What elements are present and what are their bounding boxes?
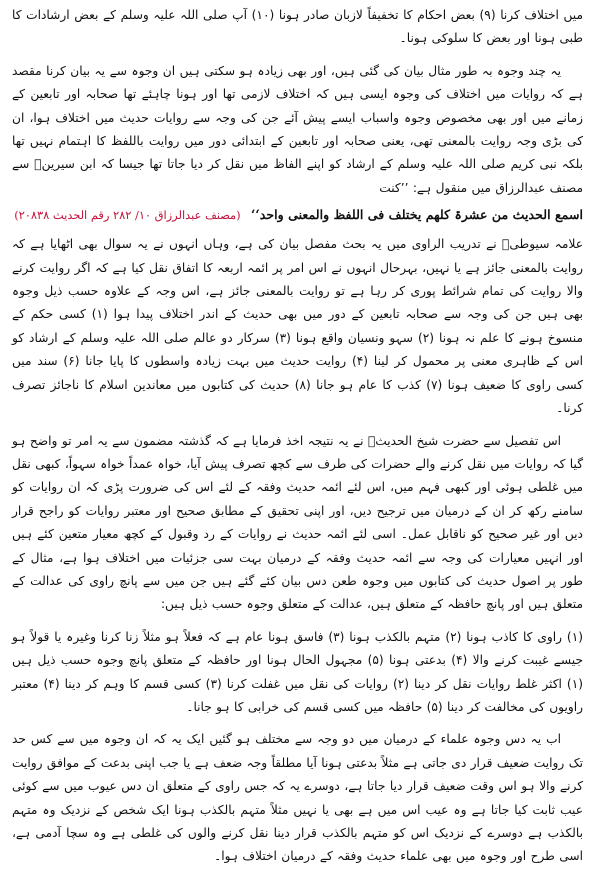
paragraph-5: (۱) راوی کا کاذب ہونا (۲) متہم بالکذب ہونا (۳) فاسق ہونا عام ہے کہ فعلاً ہو مثلاً زنا کرنا وغیرہ یا قولاً ہو جیسے غیبت کرنے والا (۴) بدعتی ہونا (۵) مجہول الحال ہونا اور حافظہ کے متعلق پانچ وجوہ حسب ذیل ہیں (۱) اکثر غلط روایات نقل کر دینا (۲) روایات کی نقل میں غفلت کرنا (۳) کسی قسم کا وہم کر دینا (۴) معتبر راویوں کی مخالفت کر دینا (۵) حافظہ میں کسی قسم کی خرابی کا ہو جانا۔ (12, 629, 583, 714)
arabic-quote-line (12, 203, 583, 227)
hadith-reference: (مصنف عبدالرزاق ۱۰/ ۲۸۲ رقم الحدیث ۲۰۸۳۸) (14, 208, 241, 223)
paragraph-6: اب یہ دس وجوہ علماء کے درمیان میں دو وجہ سے مختلف ہو گئیں ایک یہ کہ ان وجوہ میں سے کس حد تک روایت ضعیف قرار دی جاتی ہے مثلاً بدعتی ہونا آیا مطلقاً وجہ ضعف ہے یا جب اپنی بدعت کے موافق روایت کرنے والا ہو اس وقت ضعیف قرار دیا جاتا ہے، دوسرے یہ کہ جس راوی کے متعلق ان دس عیوب میں سے کوئی عیب ثابت کیا جاتا ہے وہ عیب اس میں ہے بھی یا نہیں مثلاً متہم بالکذب ہونا ایک شخص کے نزدیک وہ متہم بالکذب ہے دوسرے کے نزدیک اس کو متہم بالکذب قرار دینا نقل کرنے والوں کی غلطی ہے وہ سچا آدمی ہے، اسی طرح اور وجوہ میں بھی علماء حدیث وفقہ کے درمیان اختلاف ہوا۔ (12, 732, 583, 864)
paragraph-1: میں اختلاف کرنا (۹) بعض احکام کا تخفیفاً لازبان صادر ہونا (۱۰) آپ صلی اللہ علیہ وسلم کے بعض ارشادات کا طبی ہونا اور بعض کا سلوکی ہونا۔ (12, 8, 584, 46)
paragraph-4: اس تفصیل سے حضرت شیخ الحدیثؒ نے یہ نتیجہ اخذ فرمایا ہے کہ گذشتہ مضمون سے یہ امر تو واضح ہو گیا کہ روایات میں نقل کرنے والے حضرات کی طرف سے کچھ تصرف پیش آیا، خواہ عمداً خواہ سہواً، کبھی نقل میں غلطی ہوئی اور کبھی فہم میں، اس لئے ائمہ حدیث وفقہ کے لئے اس کی ضرورت پڑی کہ ان روایات کو سامنے رکھ کر ان کے درمیان میں ترجیح دیں، اور اپنی تحقیق کے مطابق صحیح اور معتبر روایات کو راجح قرار دیں اور غیر صحیح کو ناقابل عمل۔ اسی لئے ائمہ حدیث نے روایات کے رد وقبول کے کچھ معیار متعین کئے ہیں اور انہیں معیارات کی وجہ سے ائمہ حدیث وفقہ کے درمیان بہت سی جزئیات میں اختلاف ہوا ہے، مثال کے طور پر اصول حدیث کی کتابوں میں وجوہ طعن دس بیان کئے گئے ہیں جن میں سے پانچ راوی کی عدالت کے متعلق ہیں اور پانچ حافظہ کے متعلق ہیں، عدالت کے متعلق وجوہ حسب ذیل ہیں: (12, 433, 583, 612)
paragraph-2: یہ چند وجوہ بہ طور مثال بیان کی گئی ہیں، اور بھی زیادہ ہو سکتی ہیں ان وجوہ سے یہ بیان کرنا مقصد ہے کہ روایات میں اختلاف کی وجوہ ایسی ہیں کہ اختلاف لازمی تھا اور ہونا چاہئے تھا صحابہ اور تابعین کے زمانے میں اور بھی مخصوص وجوہ واسباب ایسے پیش آئے جن کی وجہ سے روایات حدیث میں اختلاف ہوا، ان کی بڑی وجہ روایت بالمعنی تھی، یعنی صحابہ اور تابعین کے ابتدائی دور میں روایت باللفظ کا اہتمام نہیں تھا بلکہ نبی کریم صلی اللہ علیہ وسلم کے ارشاد کو اپنے الفاظ میں نقل کر دیا جاتا تھا جیسا کہ ابن سیرینؒ سے مصنف عبدالرزاق میں منقول ہے: ’’کنت (12, 63, 583, 195)
paragraph-3: علامہ سیوطیؒ نے تدریب الراوی میں یہ بحث مفصل بیان کی ہے، وہاں انہوں نے یہ سوال بھی اٹھایا ہے کہ روایت بالمعنی جائز ہے یا نہیں، بہرحال انہوں نے اس امر پر ائمہ اربعہ کا اتفاق نقل کیا ہے کہ اگر روایت کرنے والا روایت کی تمام شرائط پوری کر رہا ہے تو روایت بالمعنی جائز ہے، اس وجہ کے علاوہ حسب ذیل وجوہ بھی ہیں جن کی وجہ سے صحابہ تابعین کے دور میں بھی حدیث کے اندر اختلاف پیدا ہوا (۱) کسی حکم کے منسوخ ہونے کا علم نہ ہونا (۲) سہو ونسیان واقع ہونا (۳) سرکار دو عالم صلی اللہ علیہ وسلم کے ارشاد کو اس کے ظاہری معنی پر محمول کر لینا (۴) روایت حدیث میں بہت زیادہ واسطوں کا پایا جانا (۶) سند میں کسی راوی کا ضعیف ہونا (۷) کذب کا عام ہو جانا (۸) حدیث کی کتابوں میں معاندین اسلام کا ناجائز تصرف کرنا۔ (12, 237, 584, 416)
arabic-quote: اسمع الحدیث من عشرۃ کلھم یختلف فی اللفظ والمعنی واحد‘‘ (250, 207, 583, 223)
